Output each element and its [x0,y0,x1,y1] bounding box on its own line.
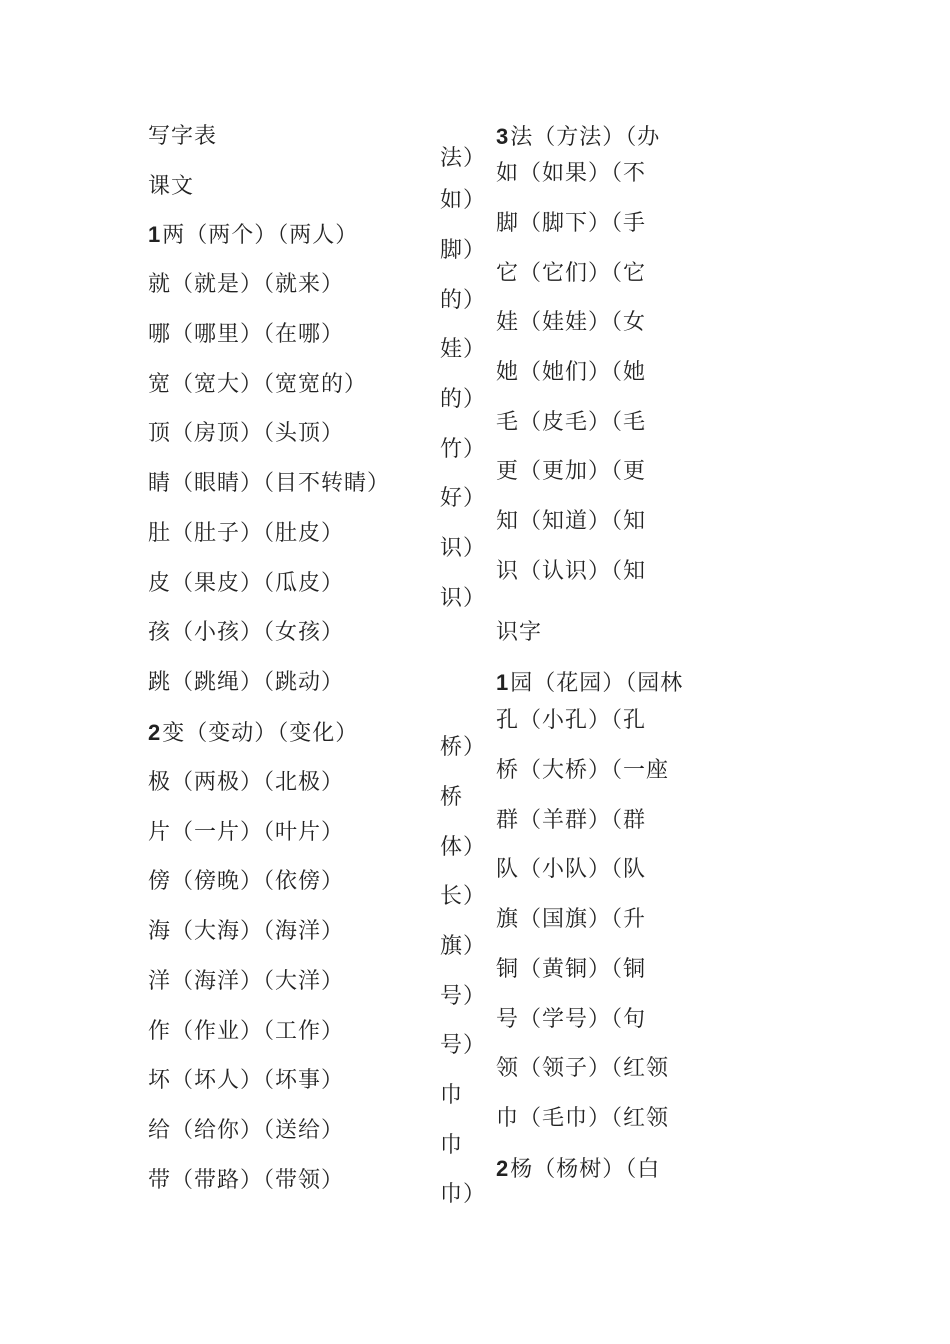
list-item: 睛（眼睛）（目不转睛） [148,471,391,496]
list-item: 旗） [440,934,487,959]
list-item: 肚（肚子）（肚皮） [148,521,345,546]
list-item: 她（她们）（她 [496,360,647,385]
list-item: 坏（坏人）（坏事） [148,1068,345,1093]
list-item: 傍（傍晚）（依傍） [148,869,345,894]
list-item: 巾（毛巾）（红领 [496,1106,670,1131]
list-item: 脚） [440,238,487,263]
list-item: 洋（海洋）（大洋） [148,969,345,994]
list-item: 顶（房顶）（头顶） [148,421,345,446]
list-item: 知（知道）（知 [496,509,647,534]
list-item: 更（更加）（更 [496,459,647,484]
list-item: 队（小队）（队 [496,857,647,882]
list-item: 哪（哪里）（在哪） [148,322,345,347]
list-item: 体） [440,835,487,860]
list-item: 海（大海）（海洋） [148,919,345,944]
list-item: 号（学号）（句 [496,1007,647,1032]
list-item: 给（给你）（送给） [148,1118,345,1143]
list-item: 极（两极）（北极） [148,770,345,795]
list-item: 的） [440,288,487,313]
list-item: 桥） [440,735,487,760]
list-item: 2杨（杨树）（白 [496,1156,661,1182]
list-item: 桥（大桥）（一座 [496,758,670,783]
list-item: 群（羊群）（群 [496,808,647,833]
list-item: 毛（皮毛）（毛 [496,410,647,435]
list-item: 旗（国旗）（升 [496,907,647,932]
list-item: 片（一片）（叶片） [148,820,345,845]
list-item: 如） [440,188,487,213]
list-item: 带（带路）（带领） [148,1168,345,1193]
section-heading: 课文 [148,174,195,199]
list-item: 竹） [440,437,487,462]
list-item: 皮（果皮）（瓜皮） [148,571,345,596]
list-item: 识（认识）（知 [496,559,647,584]
list-item: 就（就是）（就来） [148,272,345,297]
list-item: 脚（脚下）（手 [496,211,647,236]
list-item: 它（它们）（它 [496,261,647,286]
list-item: 桥 [440,785,464,810]
list-item: 巾 [440,1133,464,1158]
list-item: 铜（黄铜）（铜 [496,957,647,982]
list-item: 好） [440,486,487,511]
list-item: 宽（宽大）（宽宽的） [148,372,368,397]
list-item: 写字表 [148,124,218,149]
list-item: 巾 [440,1083,464,1108]
list-item: 3法（方法）（办 [496,124,661,150]
list-item: 娃（娃娃）（女 [496,310,647,335]
list-item: 娃） [440,337,487,362]
list-item: 跳（跳绳）（跳动） [148,670,345,695]
list-item: 识） [440,536,487,561]
list-item: 孔（小孔）（孔 [496,708,647,733]
list-item: 号） [440,984,487,1009]
list-item: 如（如果）（不 [496,161,647,186]
list-item: 领（领子）（红领 [496,1056,670,1081]
column-middle-bottom [440,730,490,1207]
list-item: 2变（变动）（变化） [148,720,359,746]
list-item: 的） [440,387,487,412]
section-heading: 识字 [496,620,543,645]
list-item: 孩（小孩）（女孩） [148,620,345,645]
list-item: 识） [440,586,487,611]
list-item: 作（作业）（工作） [148,1019,345,1044]
list-item: 1园（花园）（园林 [496,670,684,696]
column-middle-top [440,146,490,612]
list-item: 长） [440,884,487,909]
list-item: 法） [440,146,487,171]
list-item: 1两（两个）（两人） [148,222,359,248]
list-item: 巾） [440,1182,487,1207]
list-item: 号） [440,1033,487,1058]
